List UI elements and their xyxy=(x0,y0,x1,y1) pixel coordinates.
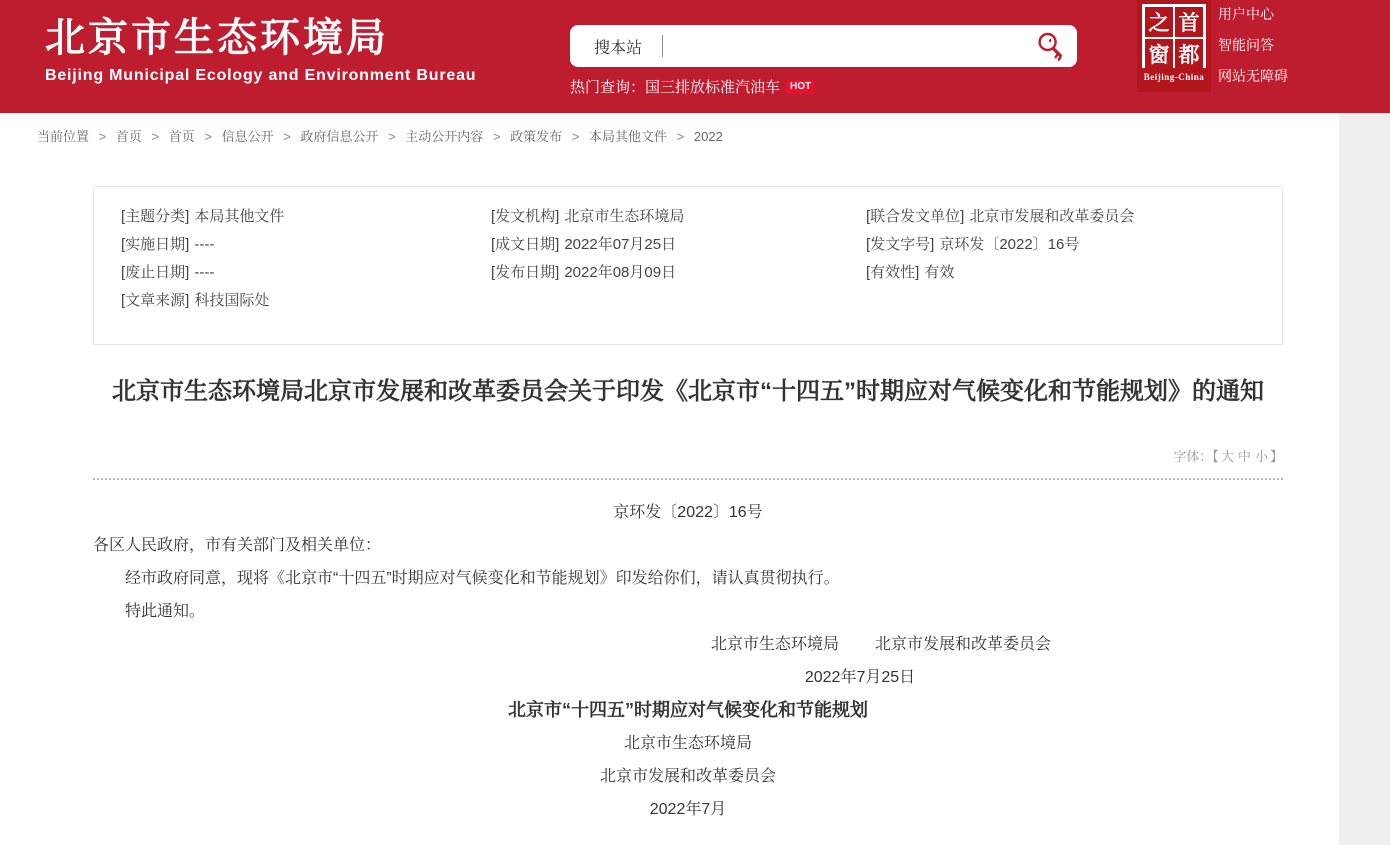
meta-value: 北京市生态环境局 xyxy=(564,208,685,225)
user-center-link[interactable]: 用户中心 xyxy=(1218,6,1274,22)
breadcrumb-link-gov-info[interactable]: 政府信息公开 xyxy=(300,129,379,144)
meta-label: [发布日期] xyxy=(491,264,560,281)
meta-column-3 xyxy=(866,208,1134,292)
site-name-cn: 北京市生态环境局 xyxy=(45,16,389,60)
article-body xyxy=(93,496,1283,826)
capital-window-caption: Beijing-China xyxy=(1143,72,1205,82)
breadcrumb-link-policy[interactable]: 政策发布 xyxy=(510,129,563,144)
meta-row-doc-number xyxy=(866,236,1134,254)
breadcrumb-link-proactive[interactable]: 主动公开内容 xyxy=(405,129,484,144)
document-meta-box xyxy=(93,186,1283,345)
search-divider xyxy=(662,35,663,57)
doc-number-line: 京环发〔2022〕16号 xyxy=(613,504,763,521)
signature-orgs-line xyxy=(286,628,1390,661)
site-header xyxy=(0,0,1390,113)
meta-value: ---- xyxy=(194,236,215,253)
meta-label: [成文日期] xyxy=(491,236,560,253)
breadcrumb-separator: > xyxy=(204,129,212,144)
meta-label: [主题分类] xyxy=(121,208,190,225)
plan-title-line: 北京市“十四五”时期应对气候变化和节能规划 xyxy=(508,700,868,720)
breadcrumb-link-other-docs[interactable]: 本局其他文件 xyxy=(589,129,668,144)
header-links xyxy=(1218,6,1288,99)
signature-org-1: 北京市生态环境局 xyxy=(710,636,839,653)
meta-value: 京环发〔2022〕16号 xyxy=(939,236,1080,253)
seal-char: 窗 xyxy=(1145,39,1173,69)
meta-value: ---- xyxy=(194,264,215,281)
meta-value: 有效 xyxy=(924,264,955,281)
breadcrumb-separator: > xyxy=(571,129,580,144)
hot-badge: HOT xyxy=(786,80,815,94)
meta-label: [联合发文单位] xyxy=(866,208,965,225)
page-title: 北京市生态环境局北京市发展和改革委员会关于印发《北京市“十四五”时期应对气候变化和节能规划》的通知 xyxy=(112,378,1264,405)
meta-row-source xyxy=(121,292,491,310)
meta-label: [废止日期] xyxy=(121,264,190,281)
search-icon xyxy=(1034,30,1066,62)
meta-column-1 xyxy=(121,208,491,320)
meta-row-topic xyxy=(121,208,491,226)
plan-org-1-line: 北京市生态环境局 xyxy=(623,735,752,752)
breadcrumb-link-info-disclosure[interactable]: 信息公开 xyxy=(221,129,274,144)
seal-char: 都 xyxy=(1175,39,1203,69)
font-size-medium[interactable]: 中 xyxy=(1237,449,1251,464)
meta-label: [发文字号] xyxy=(866,236,935,253)
meta-value: 本局其他文件 xyxy=(194,208,285,225)
capital-window-seal-icon xyxy=(1142,4,1206,68)
signature-org-2: 北京市发展和改革委员会 xyxy=(875,636,1052,653)
search-box xyxy=(570,25,1077,67)
breadcrumb-label: 当前位置 xyxy=(37,129,90,144)
breadcrumb-separator: > xyxy=(151,129,160,144)
search-area xyxy=(570,25,1077,97)
meta-row-issuing-agency xyxy=(491,208,866,226)
paragraph-2: 特此通知。 xyxy=(125,603,206,620)
breadcrumb-separator: > xyxy=(98,129,107,144)
smart-qa-link[interactable]: 智能问答 xyxy=(1218,37,1274,53)
meta-column-2 xyxy=(491,208,866,292)
breadcrumb-link-year[interactable]: 2022 xyxy=(693,129,723,144)
search-button[interactable] xyxy=(1031,27,1069,65)
meta-row-implement-date xyxy=(121,236,491,254)
font-size-control xyxy=(93,446,1283,465)
font-size-label-close: 】 xyxy=(1269,449,1283,464)
main-content xyxy=(0,113,1339,845)
site-name-en: Beijing Municipal Ecology and Environment Bureau xyxy=(45,67,477,84)
meta-row-repeal-date xyxy=(121,264,491,282)
signature-date-line: 2022年7月25日 xyxy=(804,669,916,686)
meta-row-publish-date xyxy=(491,264,866,282)
breadcrumb-separator: > xyxy=(676,129,685,144)
breadcrumb-link-home-1[interactable]: 首页 xyxy=(115,129,142,144)
meta-label: [文章来源] xyxy=(121,292,190,309)
search-input[interactable] xyxy=(675,30,1031,62)
font-size-label: 字体：【 xyxy=(1173,449,1219,464)
search-scope-label: 搜本站 xyxy=(594,39,643,57)
meta-row-written-date xyxy=(491,236,866,254)
capital-window-logo[interactable] xyxy=(1137,0,1211,92)
breadcrumb-separator: > xyxy=(388,129,396,144)
hot-query-link[interactable]: 国三排放标准汽油车 xyxy=(645,79,781,96)
salutation-line: 各区人民政府，市有关部门及相关单位： xyxy=(93,537,382,554)
meta-label: [发文机构] xyxy=(491,208,560,225)
site-logo[interactable] xyxy=(45,12,476,85)
meta-row-validity xyxy=(866,264,1134,282)
plan-org-2-line: 北京市发展和改革委员会 xyxy=(599,768,776,785)
breadcrumb-link-home-2[interactable]: 首页 xyxy=(168,129,195,144)
accessibility-link[interactable]: 网站无障碍 xyxy=(1218,68,1288,84)
seal-char: 首 xyxy=(1175,7,1203,37)
meta-label: [有效性] xyxy=(866,264,920,281)
breadcrumb xyxy=(37,126,723,145)
breadcrumb-separator: > xyxy=(492,129,501,144)
paragraph-1: 经市政府同意，现将《北京市“十四五”时期应对气候变化和节能规划》印发给你们，请认真贯彻执行。 xyxy=(125,570,840,587)
font-size-large[interactable]: 大 xyxy=(1220,449,1234,464)
meta-row-joint-issuer xyxy=(866,208,1134,226)
seal-char: 之 xyxy=(1145,7,1173,37)
meta-value: 科技国际处 xyxy=(194,292,270,309)
meta-value: 北京市发展和改革委员会 xyxy=(969,208,1135,225)
meta-label: [实施日期] xyxy=(121,236,190,253)
font-size-small[interactable]: 小 xyxy=(1254,449,1268,464)
meta-value: 2022年08月09日 xyxy=(564,264,677,281)
title-divider xyxy=(93,478,1283,480)
hot-query-label: 热门查询： xyxy=(570,79,646,96)
plan-date-line: 2022年7月 xyxy=(649,801,727,818)
meta-value: 2022年07月25日 xyxy=(564,236,677,253)
breadcrumb-separator: > xyxy=(283,129,291,144)
hot-query-line xyxy=(570,76,1077,97)
